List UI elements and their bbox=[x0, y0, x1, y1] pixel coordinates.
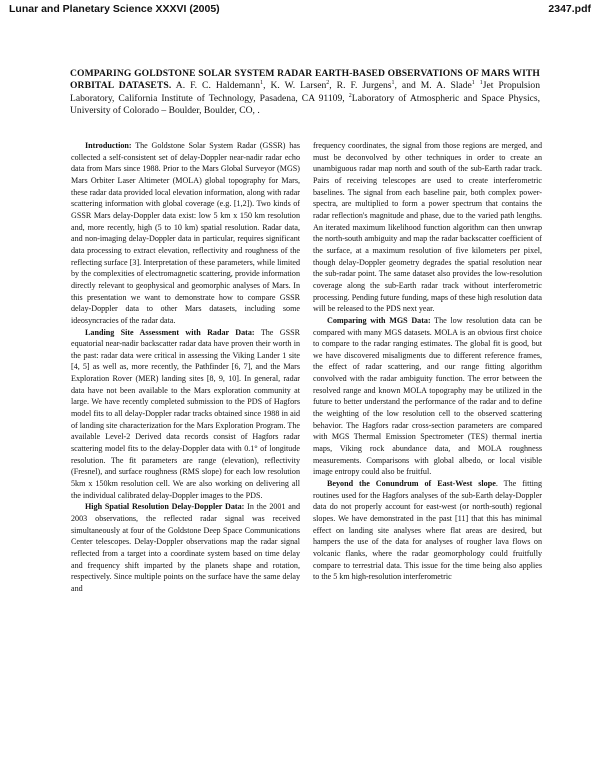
paper-title: COMPARING GOLDSTONE SOLAR SYSTEM RADAR EARTH-BASED OBSERVATIONS OF MARS WITH ORBITAL DATASETS. bbox=[70, 68, 540, 92]
landing-paragraph bbox=[71, 327, 300, 502]
affiliation-1: Jet Propulsion Laboratory, California Institute of Technology, Pasadena, CA 91109, bbox=[70, 80, 541, 104]
affiliation-2-marker: 2 bbox=[348, 92, 352, 99]
intro-text: The Goldstone Solar System Radar (GSSR) has collected a self-consistent set of delay-Doppler near-nadir radar echo data from Mars since 1988. Prior to the Mars Global Surveyor (MGS) Mars Orbiter Laser Altimeter (MOLA) global topography for Mars, these radar data provided local elevation information, along with radar scattering information with global coverage (e.g. [1,2]). Two kinds of GSSR Mars delay-Doppler data exist: low 5 km x 150 km resolution and, more recently, high (5 to 10 km) spatial resolution. Radar data, and non-imaging delay-Doppler data in particular, requires significant data processing to extract elevation, reflectivity and roughness of the reflecting surface [3]. Interpretation of these parameters, while limited by the complexities of electromagnetic scattering, provide information directly relevant to geophysical and geomorphic analyses of Mars. In this presentation we want to demonstrate how to compare GSSR delay-Doppler data to other Mars datasets, including some ideosyncracies of the radar data. bbox=[71, 141, 300, 325]
author-1: A. F. C. Haldemann bbox=[171, 80, 261, 92]
affiliation-1-marker: 1 bbox=[479, 80, 483, 87]
right-column bbox=[313, 140, 542, 583]
affiliation-2: Laboratory of Atmospheric and Space Physics, University of Colorado – Boulder, Boulder, CO, . bbox=[70, 92, 541, 117]
author-4: , and M. A. Slade bbox=[394, 80, 472, 92]
file-id-header: 2347.pdf bbox=[548, 3, 591, 15]
author-2-affil: 2 bbox=[326, 80, 330, 87]
beyond-heading-period: . bbox=[495, 479, 498, 489]
beyond-paragraph bbox=[313, 478, 542, 583]
landing-heading: Landing Site Assessment with Radar Data: bbox=[85, 327, 255, 337]
hires-continuation: frequency coordinates, the signal from those regions are merged, and must be deconvolved by other techniques in order to create an unambiguous radar map north and south of the sub-Earth radar track. Pairs of receiving telescopes are used to create interferometric baselines. The signal from each baseline pair, both complex power-spectra, are multiplied to form a power spectrum that contains the radar reflection's magnitude and phase, due to the varied path lengths. An iterated maximum likelihood function algorithm can then unwrap the north-south ambiguity and map the radar backscatter coefficient of the surface, at a maximum resolution of five kilometers per pixel, though delay-Doppler geometry degrades the spatial resolution near the sub-radar point. The same dataset also provides the low-resolution coverage along the sub-Earth radar track without interferometric processing. Pending future funding, maps of these high resolution data will be released to the PDS next year. bbox=[313, 141, 542, 314]
hires-paragraph bbox=[71, 501, 300, 594]
beyond-text: The fitting routines used for the Hagfors analyses of the sub-Earth delay-Doppler data do not properly account for east-west (or north-south) regional slopes. We have demonstrated in the past [11] that this has minimal effect on landing site analyses where flat areas are desired, but hampers the use of the data for analyses of rougher lava flows on volcanic flanks, where the radar geomorphology could fruitfully compare to terrestrial data. This issue for the time being also applies to the 5 km high-resolution interferometric bbox=[313, 479, 542, 582]
title-block bbox=[70, 68, 540, 118]
author-1-affil: 1 bbox=[260, 80, 264, 87]
hires-heading: High Spatial Resolution Delay-Doppler Data: bbox=[85, 502, 245, 512]
hires-text: In the 2001 and 2003 observations, the reflected radar signal was received simultaneously at four of the Goldstone Deep Space Communications Center telescopes. Delay-Doppler observations map the radar signal reflected from a target into a coordinate system based on time delay and frequency shift imparted by the planets shape and rotation, respectively. Since multiple points on the surface have the same delay and bbox=[71, 502, 300, 593]
author-2: , K. W. Larsen bbox=[263, 80, 327, 92]
left-column bbox=[71, 140, 300, 595]
conference-header: Lunar and Planetary Science XXXVI (2005) bbox=[9, 3, 220, 15]
landing-text: The GSSR equatorial near-nadir backscatter radar data have proven their worth in the past: radar data were critical in assessing the Viking Lander 1 site [4, 5] as well as, more recently, the Pathfinder [6, 7], and the Mars Exploration Rover (MER) landing sites [8, 9, 10]. In general, radar data have not been available to the Mars exploration community at large. We have recently completed submission to the PDS of Hagfors model fits to all delay-Doppler radar tracks obtained since 1988 in aid of landing site characterization for the Mars Exploration Program. The available Level-2 Derived data records consist of Hagfors radar scattering model fits to the delay-Doppler data with 0.1° of longitude resolution. The fit parameters are range (elevation), reflectivity (Fresnel), and surface roughness (RMS slope) for each low resolution 5km x 150km resolution cell. We are also working on delivering all the individual calibrated delay-Doppler images to the PDS. bbox=[71, 327, 300, 500]
author-4-affil: 1 bbox=[471, 80, 475, 87]
intro-heading: Introduction: bbox=[85, 141, 132, 150]
author-3: , R. F. Jurgens bbox=[329, 80, 392, 92]
author-3-affil: 1 bbox=[391, 80, 395, 87]
mgs-paragraph bbox=[313, 315, 542, 478]
mgs-heading: Comparing with MGS Data: bbox=[327, 315, 431, 325]
beyond-heading: Beyond the Conundrum of East-West slope bbox=[327, 479, 496, 489]
mgs-text: The low resolution data can be compared with many MGS datasets. MOLA is an obvious first choice to compare to the radar ranging estimates. The global fit is good, but we have discovered misaligments due to different reference frames, the effect of radar scattering, and our range fitting algorithm convolved with the radar ambiguity function. The error between the resolved range and known MOLA topography may be utilized in the future to better understand the performance of the radar and to define the weighting of the low resolution cell to the observed scattering behavior. The Hagfors radar cross-section parameters are compared with MGS Thermal Emission Spectrometer (TES) thermal inertia maps, Viking rock abundance data, and MOLA roughness measurements. Comparisons with global albedo, or local visible image entropy could also be fruitful. bbox=[313, 315, 542, 477]
intro-paragraph bbox=[71, 140, 300, 327]
